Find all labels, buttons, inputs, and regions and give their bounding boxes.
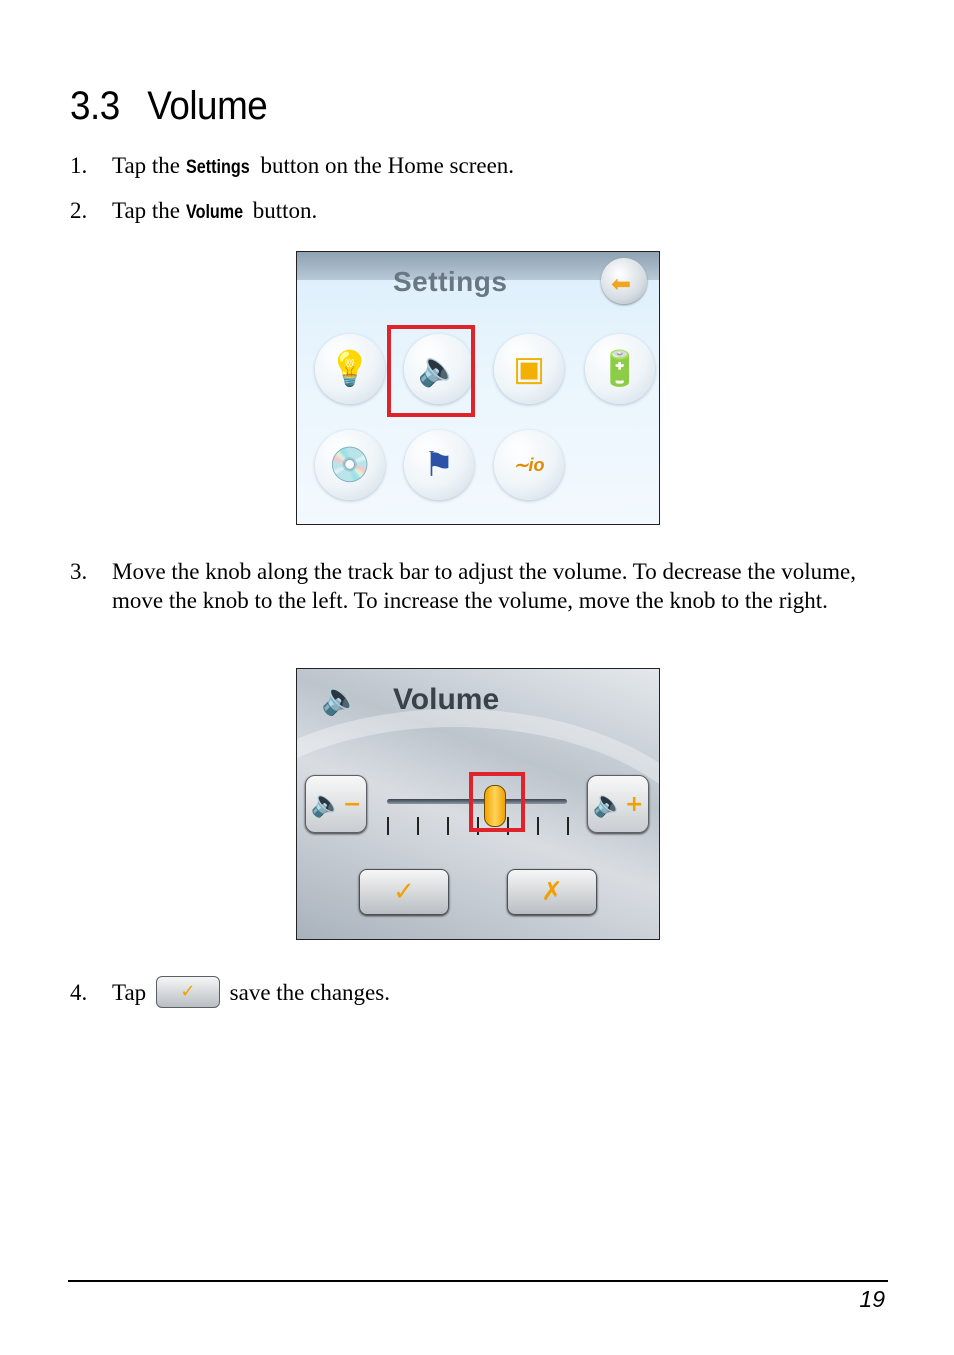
volume-speaker-icon: 🔈 (417, 349, 461, 389)
section-number: 3.3 (70, 84, 120, 128)
mio-button[interactable] (494, 430, 564, 500)
volume-up-button[interactable] (587, 775, 649, 833)
step-number: 4. (70, 980, 88, 1005)
step-number: 3. (70, 559, 88, 584)
ui-label-settings: Settings (185, 157, 250, 178)
inline-confirm-button (156, 976, 220, 1008)
section-title: Volume (147, 84, 268, 128)
step-text: Tap ✓ save the changes. (112, 978, 902, 1011)
screen-card-icon: ▣ (512, 349, 546, 389)
speaker-icon: 🔈 (321, 679, 361, 717)
settings-screen-title: Settings (393, 266, 508, 297)
track-tick (387, 817, 389, 835)
page-number: 19 (859, 1286, 885, 1312)
battery-icon: 🔋 (598, 349, 642, 389)
step-text: Tap the Settings button on the Home screen. (112, 151, 902, 182)
highlight-box (387, 325, 475, 417)
back-arrow-icon: ⬅ (611, 270, 632, 298)
screen-button[interactable] (494, 334, 564, 404)
confirm-check-icon: ✓ (393, 877, 415, 907)
track-tick (537, 817, 539, 835)
cancel-button[interactable] (507, 869, 597, 915)
confirm-check-icon: ✓ (180, 981, 196, 1003)
battery-button[interactable] (585, 334, 655, 404)
volume-down-button[interactable] (305, 775, 367, 833)
highlight-box (469, 772, 525, 832)
step-text: Move the knob along the track bar to adjust the volume. To decrease the volume, move the knob to the left. To increase the volume, move the knob to the right. (112, 559, 856, 613)
language-button[interactable] (404, 430, 474, 500)
volume-down-icon: 🔈 − (310, 789, 362, 819)
track-tick (417, 817, 419, 835)
volume-screen-title: Volume (393, 683, 500, 716)
settings-screenshot (296, 251, 660, 525)
footer-rule (68, 1280, 888, 1282)
brightness-button[interactable] (315, 334, 385, 404)
volume-up-icon: 🔈 + (592, 789, 644, 819)
step-number: 2. (70, 198, 88, 223)
ui-label-volume: Volume (185, 202, 243, 223)
back-button[interactable] (601, 258, 647, 304)
section-heading (70, 84, 267, 129)
language-flags-icon: ⚑ (423, 445, 455, 485)
track-tick (567, 817, 569, 835)
mio-logo-icon: ∼io (513, 454, 545, 475)
volume-screenshot (296, 668, 660, 940)
step-number: 1. (70, 153, 88, 178)
confirm-button[interactable] (359, 869, 449, 915)
cd-disc-icon: 💿 (328, 445, 372, 485)
cd-button[interactable] (315, 430, 385, 500)
cancel-x-icon: ✗ (541, 877, 563, 907)
brightness-bulb-icon: 💡 (328, 349, 372, 389)
track-tick (447, 817, 449, 835)
step-text: Tap the Volume button. (112, 196, 902, 227)
